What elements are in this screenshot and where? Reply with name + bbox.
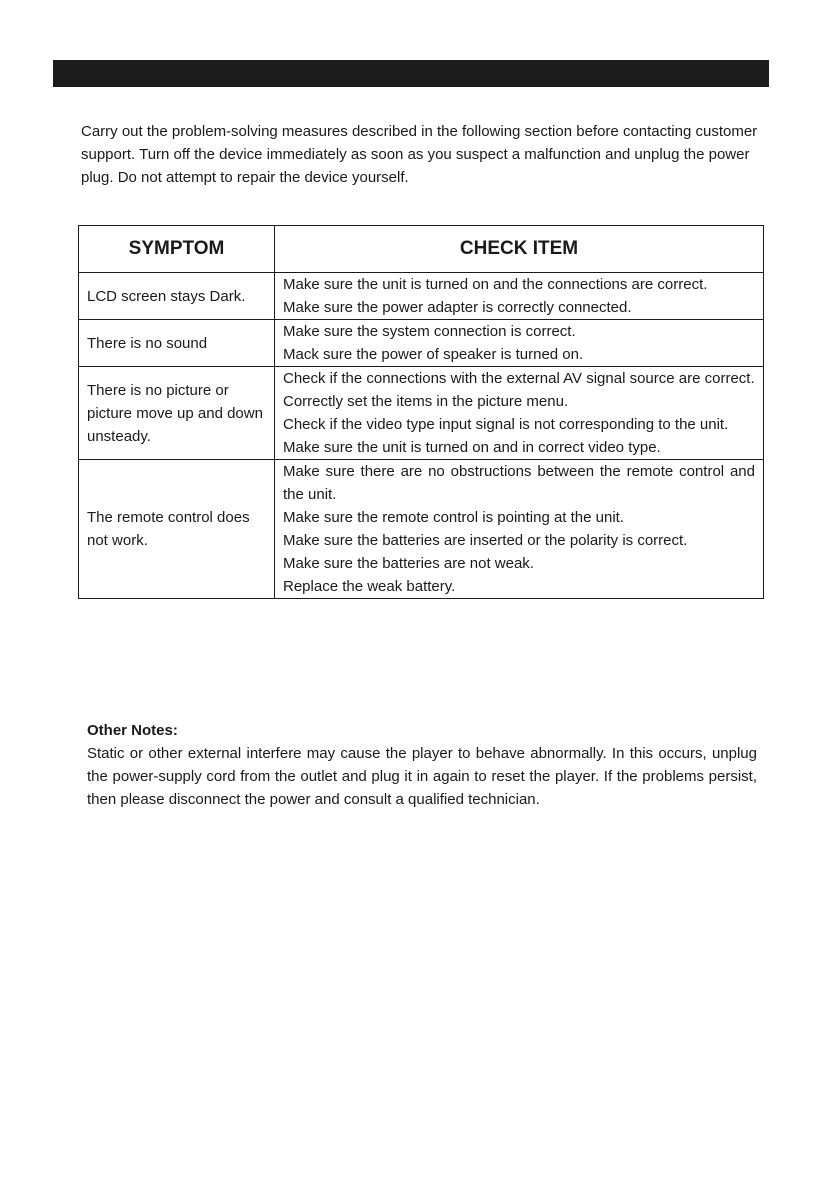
table-row — [79, 460, 764, 599]
check-item: Make sure the batteries are inserted or the polarity is correct. — [283, 532, 688, 549]
intro-paragraph: Carry out the problem-solving measures described in the following section before contacting customer support. Turn off the device immediately as soon as you suspect a malfunction and unplug the power plug. Do not attempt to repair the device yourself. — [81, 123, 758, 186]
other-notes-title: Other Notes: — [87, 722, 178, 739]
check-item-cell — [275, 367, 764, 460]
symptom-cell: LCD screen stays Dark. — [79, 273, 275, 320]
other-notes-section — [87, 719, 757, 811]
check-item: Make sure the remote control is pointing at the unit. — [283, 509, 625, 526]
check-item: Check if the video type input signal is not corresponding to the unit. — [283, 416, 729, 433]
troubleshooting-table — [78, 225, 764, 599]
check-item: Make sure there are no obstructions between the remote control and the unit. — [283, 463, 755, 503]
symptom-cell: There is no sound — [79, 320, 275, 367]
table-row — [79, 367, 764, 460]
check-item: Replace the weak battery. — [283, 578, 456, 595]
symptom-column-header: SYMPTOM — [79, 226, 275, 273]
table-header-row — [79, 226, 764, 273]
table-row — [79, 273, 764, 320]
check-item: Correctly set the items in the picture menu. — [283, 393, 569, 410]
check-item: Make sure the unit is turned on and the connections are correct. — [283, 276, 708, 293]
check-item: Make sure the batteries are not weak. — [283, 555, 534, 572]
check-item: Make sure the unit is turned on and in correct video type. — [283, 439, 661, 456]
check-item-cell — [275, 320, 764, 367]
check-item: Check if the connections with the external AV signal source are correct. — [283, 370, 755, 387]
other-notes-body: Static or other external interfere may cause the player to behave abnormally. In this occurs, unplug the power-supply cord from the outlet and plug it in again to reset the player. If the problems persist, then please disconnect the power and consult a qualified technician. — [87, 745, 757, 808]
check-item: Make sure the power adapter is correctly connected. — [283, 299, 632, 316]
check-item-column-header: CHECK ITEM — [275, 226, 764, 273]
section-header-bar — [53, 60, 769, 87]
symptom-cell: There is no picture or picture move up and down unsteady. — [79, 367, 275, 460]
check-item-cell — [275, 460, 764, 599]
symptom-cell: The remote control does not work. — [79, 460, 275, 599]
check-item-cell — [275, 273, 764, 320]
check-item: Make sure the system connection is correct. — [283, 323, 576, 340]
table-row — [79, 320, 764, 367]
check-item: Mack sure the power of speaker is turned on. — [283, 346, 584, 363]
